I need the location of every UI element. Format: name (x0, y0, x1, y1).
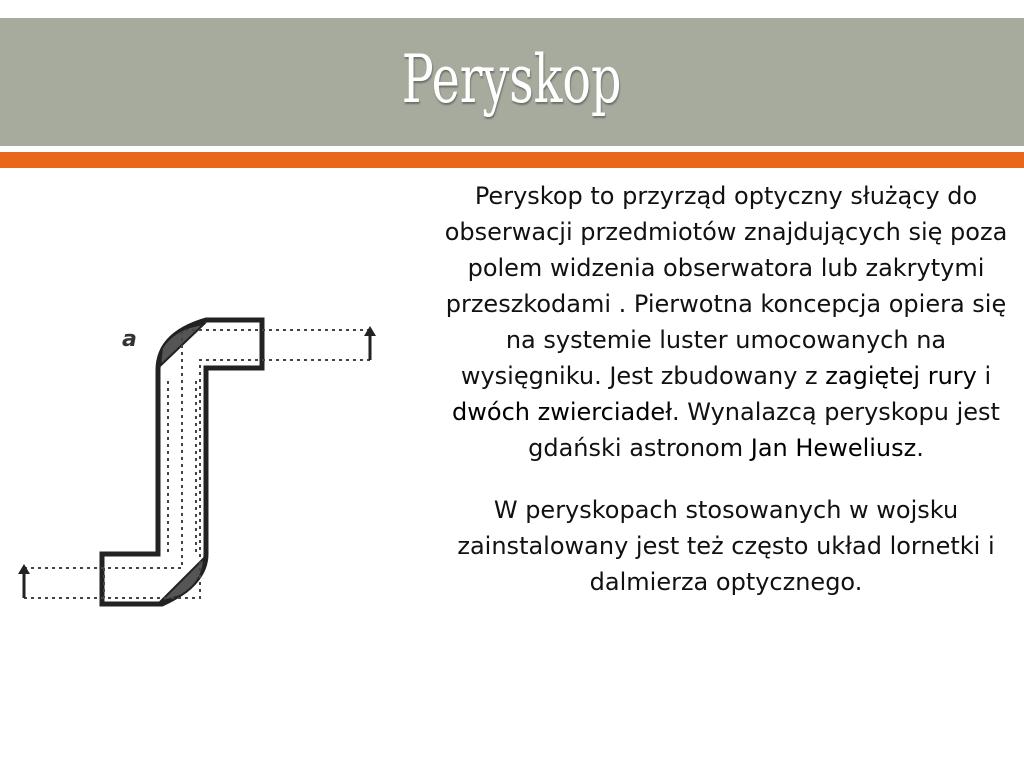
title-bar (0, 18, 1024, 146)
light-path (24, 330, 370, 598)
paragraph-2: W peryskopach stosowanych w wojsku zainstalowany jest też często układ lornetki i dalmierza optycznego. (457, 496, 995, 596)
text-segment: . Wynalazcą peryskopu jest gdański astronom (528, 398, 1000, 462)
paragraph-1 (440, 178, 1012, 466)
link-jan-heweliusz[interactable]: Jan Heweliusz (750, 434, 917, 462)
link-dwoch-zwierciadel[interactable]: dwóch zwierciadeł (452, 398, 673, 426)
accent-bar (0, 152, 1024, 168)
title-divider (0, 146, 1024, 151)
text-segment: i (976, 362, 992, 390)
arrow-left-icon (18, 564, 30, 598)
diagram-label-a: a (122, 327, 137, 352)
arrow-right-icon (364, 326, 376, 360)
periscope-tube (102, 320, 262, 604)
link-zagietej-rury[interactable]: zagiętej rury (825, 362, 977, 390)
text-segment: Peryskop to przyrząd optyczny służący do obserwacji przedmiotów znajdujących się poza polem widzenia obserwatora lub zakrytymi przeszkodami . Pierwotna koncepcja opiera się na systemie luster umocowanych na wysięgniku. Jest zbudowany z (444, 182, 1008, 390)
periscope-diagram (0, 290, 440, 620)
slide-title: Peryskop (402, 40, 622, 118)
slide-body (440, 178, 1012, 600)
text-segment: . (916, 434, 924, 462)
